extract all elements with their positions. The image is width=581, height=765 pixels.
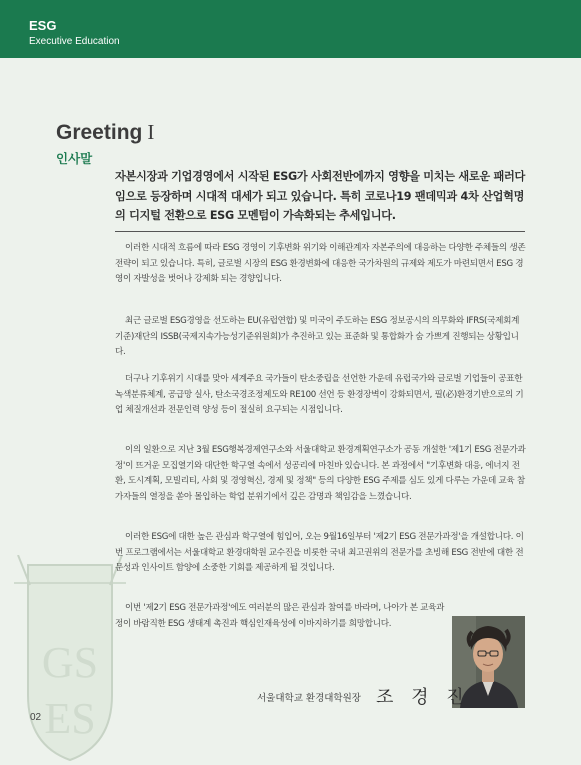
lead-paragraph: 자본시장과 기업경영에서 시작된 ESG가 사회전반에까지 영향을 미치는 새로운 패러다임으로 등장하며 시대적 대세가 되고 있습니다. 특히 코로나19 팬데믹과 4차 산업혁명의 디지털 전환으로 ESG 모멘텀이 가속화되는 추세입니다. — [115, 170, 525, 222]
body-paragraph-5: 이러한 ESG에 대한 높은 관심과 학구열에 힘입어, 오는 9월16일부터 '제2기 ESG 전문가과정'을 개설합니다. 이번 프로그램에서는 서울대학교 환경대학원 교수진을 비롯한 국내 최고권위의 전문가를 초빙해 ESG 전반에 대한 전문성과 인사이트 함양에 소중한 기회를 제공하게 될 것입니다. — [115, 532, 524, 574]
body-paragraph-6: 이번 '제2기 ESG 전문가과정'에도 여러분의 많은 관심과 참여를 바라며, 나아가 본 교육과정이 바람직한 ESG 생태계 촉진과 핵심인재육성에 이바지하기를 희망합니다. — [115, 603, 445, 629]
title-text: Greeting — [56, 121, 143, 144]
watermark-line-2: ES — [44, 694, 96, 743]
divider-line — [115, 231, 525, 232]
header-bar — [0, 0, 581, 58]
watermark-line-1: GS — [41, 638, 99, 687]
page-subtitle: 인사말 — [56, 151, 93, 166]
brand-subtitle: Executive Education — [29, 36, 120, 47]
signature-name: 조 경 진 — [376, 687, 470, 708]
page-title — [56, 120, 154, 145]
body-paragraph-4: 이의 일환으로 지난 3월 ESG행복경제연구소와 서울대학교 환경계획연구소가 공동 개설한 '제1기 ESG 전문가과정'이 뜨거운 모집열기와 대단한 학구열 속에서 성공리에 마친바 있습니다. 본 과정에서 "기후변화 대응, 에너지 전환, 도시계획, 모빌리티, 사회 및 경영혁신, 경제 및 정책" 등의 다양한 ESG 주제를 심도 있게 다루는 가운데 교육 참가자들의 열정을 쏟아 몰입하는 학업 분위기에서 깊은 감명과 책임감을 느꼈습니다. — [115, 445, 526, 502]
title-numeral: I — [147, 120, 155, 144]
page-number: 02 — [30, 712, 42, 723]
crest-watermark — [8, 555, 132, 765]
body-paragraph-3: 더구나 기후위기 시대를 맞아 세계주요 국가들이 탄소중립을 선언한 가운데 유럽국가와 글로벌 기업들이 공표한 녹색분류체계, 공급망 실사, 탄소국경조정제도와 RE100 선언 등 환경장벽이 강화되면서, 필(必)환경기반으로의 기업 체질개선과 전문인력 양성 등이 절실히 요구되는 시점입니다. — [115, 374, 524, 416]
signature-affiliation: 서울대학교 환경대학원장 — [257, 693, 361, 704]
body-paragraph-2: 최근 글로벌 ESG경영을 선도하는 EU(유럽연합) 및 미국이 주도하는 ESG 정보공시의 의무화와 IFRS(국제회계기준)재단의 ISSB(국제지속가능성기준위원회)가 추진하고 있는 표준화 및 통합화가 숨 가쁘게 진행되는 상황입니다. — [115, 316, 520, 358]
brand-title: ESG — [29, 18, 57, 33]
body-paragraph-1: 이러한 시대적 흐름에 따라 ESG 경영이 기후변화 위기와 이해관계자 자본주의에 대응하는 다양한 주체들의 생존전략이 되고 있습니다. 특히, 글로벌 시장의 ESG 환경변화에 대응한 국가차원의 규제와 제도가 마련되면서 ESG 경영이 자발성을 벗어나 강제화 되는 경향입니다. — [115, 243, 526, 285]
